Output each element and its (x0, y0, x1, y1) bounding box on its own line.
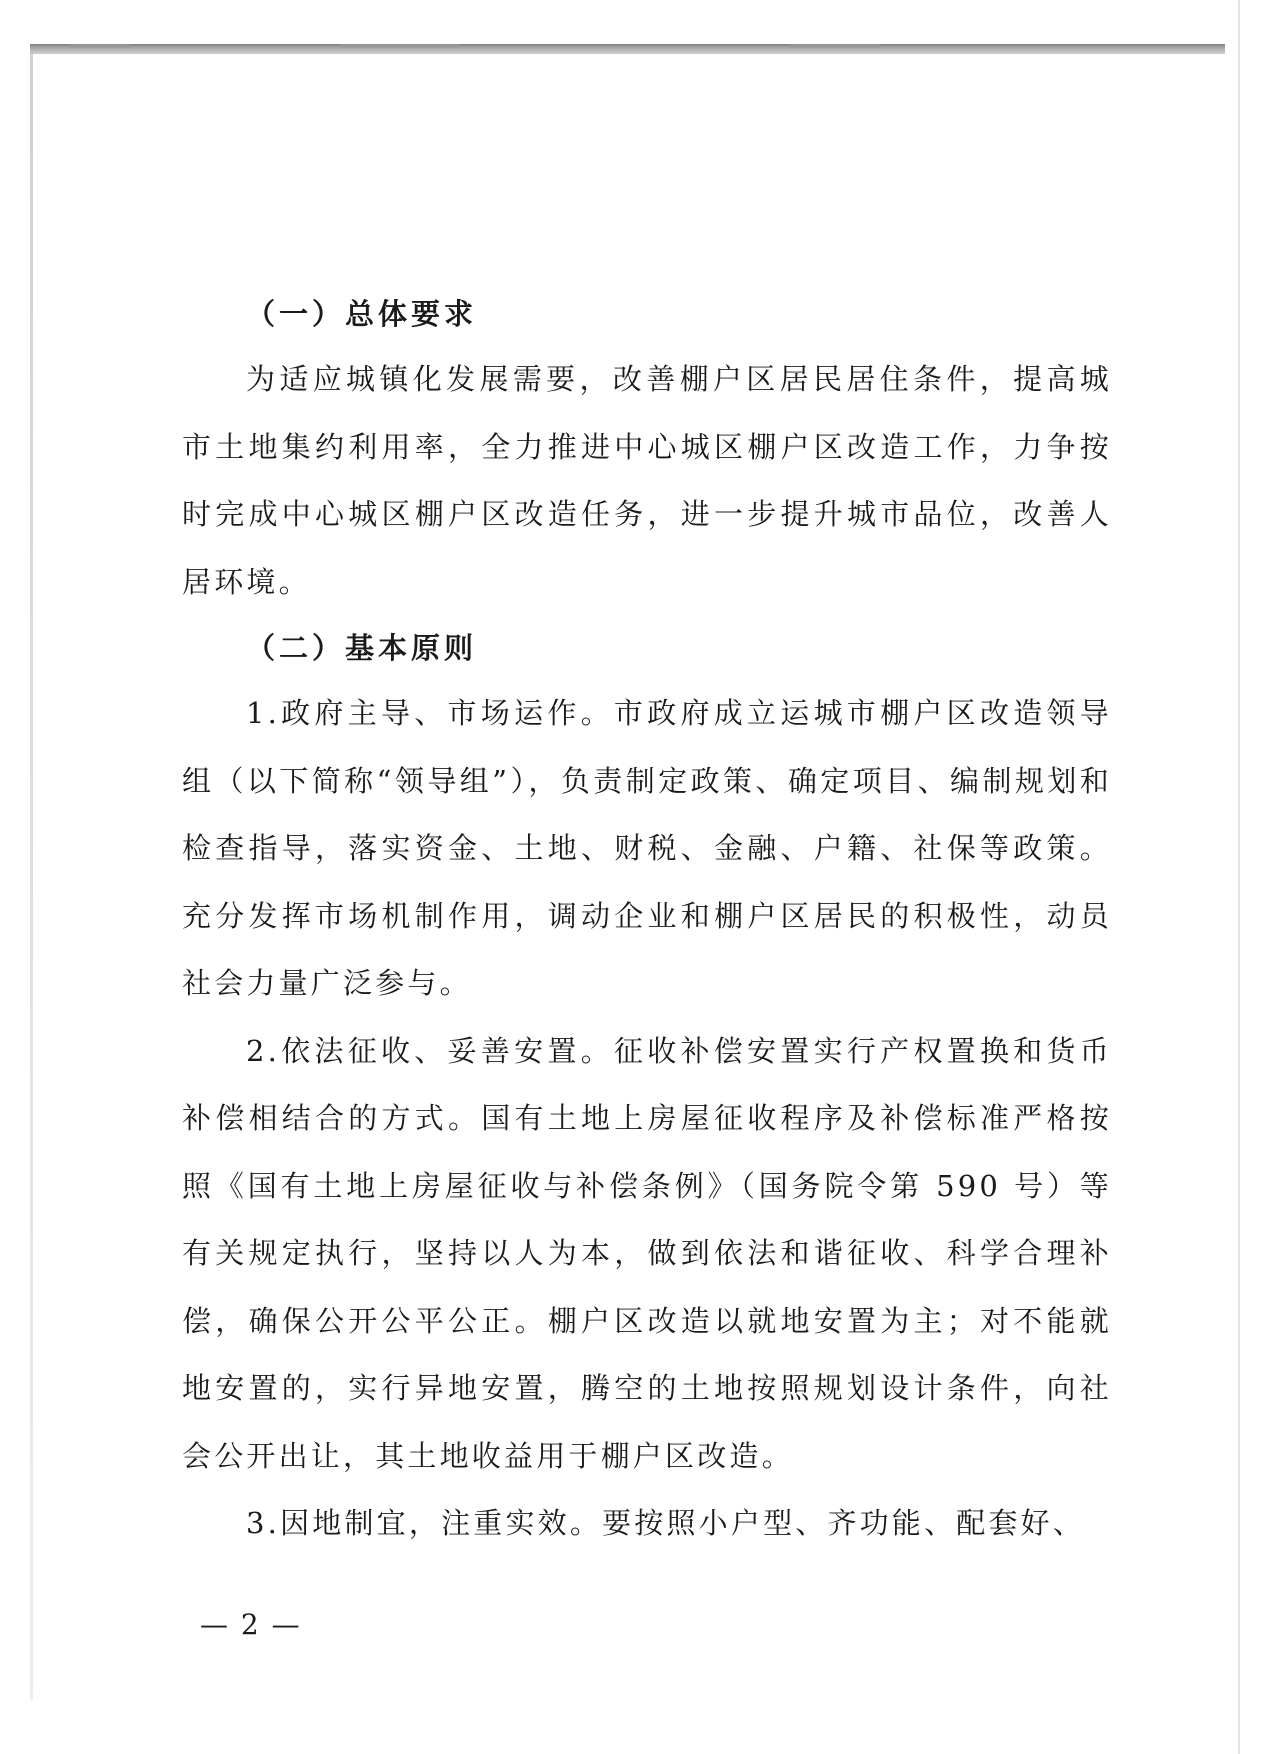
document-body (182, 282, 1112, 1558)
scan-speck (70, 44, 130, 48)
section-basic-principles (182, 616, 1112, 1558)
section-heading: （一）总体要求 (246, 297, 478, 331)
scan-speck (790, 44, 880, 48)
scan-left-edge (30, 50, 33, 1700)
paragraph: 2.依法征收、妥善安置。征收补偿安置实行产权置换和货币补偿相结合的方式。国有土地上房屋征收程序及补偿标准严格按照《国有土地上房屋征收与补偿条例》（国务院令第 590 号）等有关规定执行，坚持以人为本，做到依法和谐征收、科学合理补偿，确保公开公平公正。棚户区改造以就地安置为主；对不能就地安置的，实行异地安置，腾空的土地按照规划设计条件，向社会公开出让，其土地收益用于棚户区改造。 (182, 1033, 1112, 1473)
paragraph: 为适应城镇化发展需要，改善棚户区居民居住条件，提高城市土地集约利用率，全力推进中心城区棚户区改造工作，力争按时完成中心城区棚户区改造任务，进一步提升城市品位，改善人居环境。 (182, 362, 1112, 599)
section-overall-requirements (182, 282, 1112, 616)
section-heading: （二）基本原则 (246, 631, 478, 665)
scan-speck (340, 44, 460, 48)
scan-top-border (30, 44, 1225, 54)
page-number: — 2 — (200, 1608, 302, 1641)
scan-right-edge (1238, 0, 1240, 1754)
paragraph: 3.因地制宜，注重实效。要按照小户型、齐功能、配套好、 (246, 1506, 1086, 1540)
paragraph: 1.政府主导、市场运作。市政府成立运城市棚户区改造领导组（以下简称“领导组”），负责制定政策、确定项目、编制规划和检查指导，落实资金、土地、财税、金融、户籍、社保等政策。充分发挥市场机制作用，调动企业和棚户区居民的积极性，动员社会力量广泛参与。 (182, 696, 1112, 1000)
